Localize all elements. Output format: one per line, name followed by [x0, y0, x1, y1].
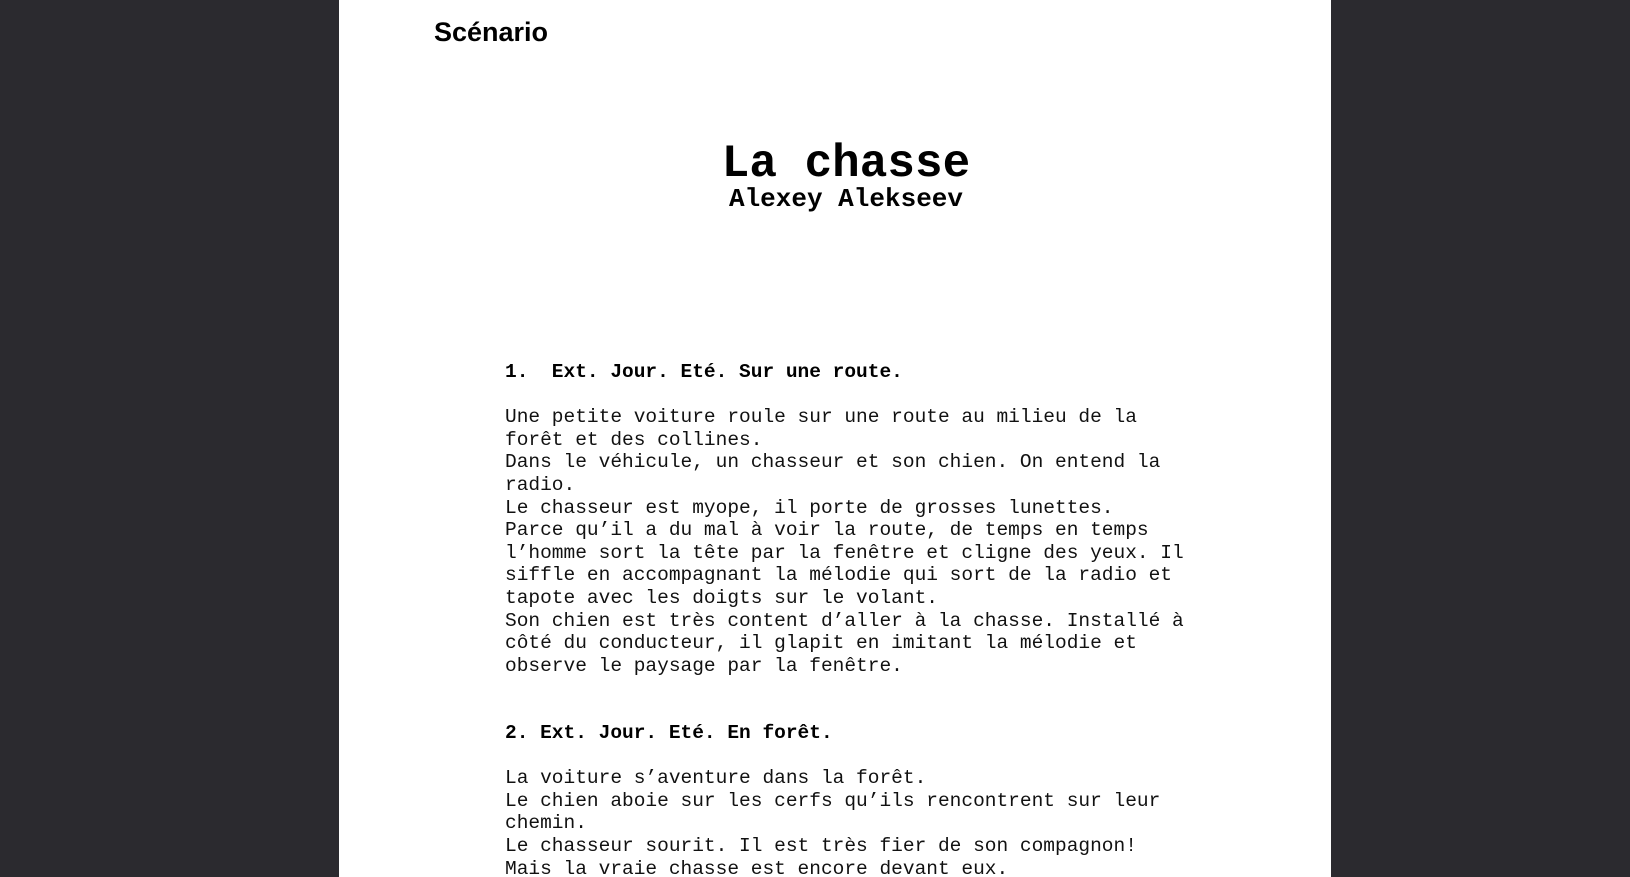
scene-2	[505, 722, 1160, 877]
document-header: Scénario	[434, 17, 549, 47]
scene-line: Une petite voiture roule sur une route au milieu de la	[505, 406, 1137, 429]
scene-line: siffle en accompagnant la mélodie qui sort de la radio et	[505, 564, 1173, 587]
title-block	[505, 138, 1187, 214]
scene-line: côté du conducteur, il glapit en imitant la mélodie et	[505, 632, 1137, 655]
scene-heading: 2. Ext. Jour. Eté. En forêt.	[505, 722, 833, 744]
scene-heading: 1. Ext. Jour. Eté. Sur une route.	[505, 361, 903, 383]
screenplay-title: La chasse	[721, 138, 971, 190]
scene-line: La voiture s’aventure dans la forêt.	[505, 767, 927, 790]
scene-line: tapote avec les doigts sur le volant.	[505, 586, 938, 609]
scene-line: Mais la vraie chasse est encore devant eux.	[505, 857, 1009, 877]
scene-line: chemin.	[505, 812, 587, 835]
scene-1	[505, 361, 1184, 677]
scene-line: radio.	[505, 473, 576, 496]
scene-body	[505, 767, 1160, 877]
scene-line: forêt et des collines.	[505, 428, 763, 451]
screenplay-author: Alexey Alekseev	[728, 184, 964, 214]
scene-line: Dans le véhicule, un chasseur et son chien. On entend la	[505, 451, 1161, 474]
scene-line: Son chien est très content d’aller à la chasse. Installé à	[505, 609, 1184, 632]
scene-line: Le chasseur sourit. Il est très fier de son compagnon!	[505, 834, 1137, 857]
scene-line: Le chien aboie sur les cerfs qu’ils rencontrent sur leur	[505, 789, 1161, 812]
scene-body	[505, 406, 1184, 677]
scene-line: observe le paysage par la fenêtre.	[505, 654, 903, 677]
scene-line: Parce qu’il a du mal à voir la route, de temps en temps	[505, 519, 1149, 542]
scene-line: l’homme sort la tête par la fenêtre et cligne des yeux. Il	[505, 541, 1184, 564]
scene-line: Le chasseur est myope, il porte de grosses lunettes.	[505, 496, 1114, 519]
document-page	[339, 0, 1331, 877]
